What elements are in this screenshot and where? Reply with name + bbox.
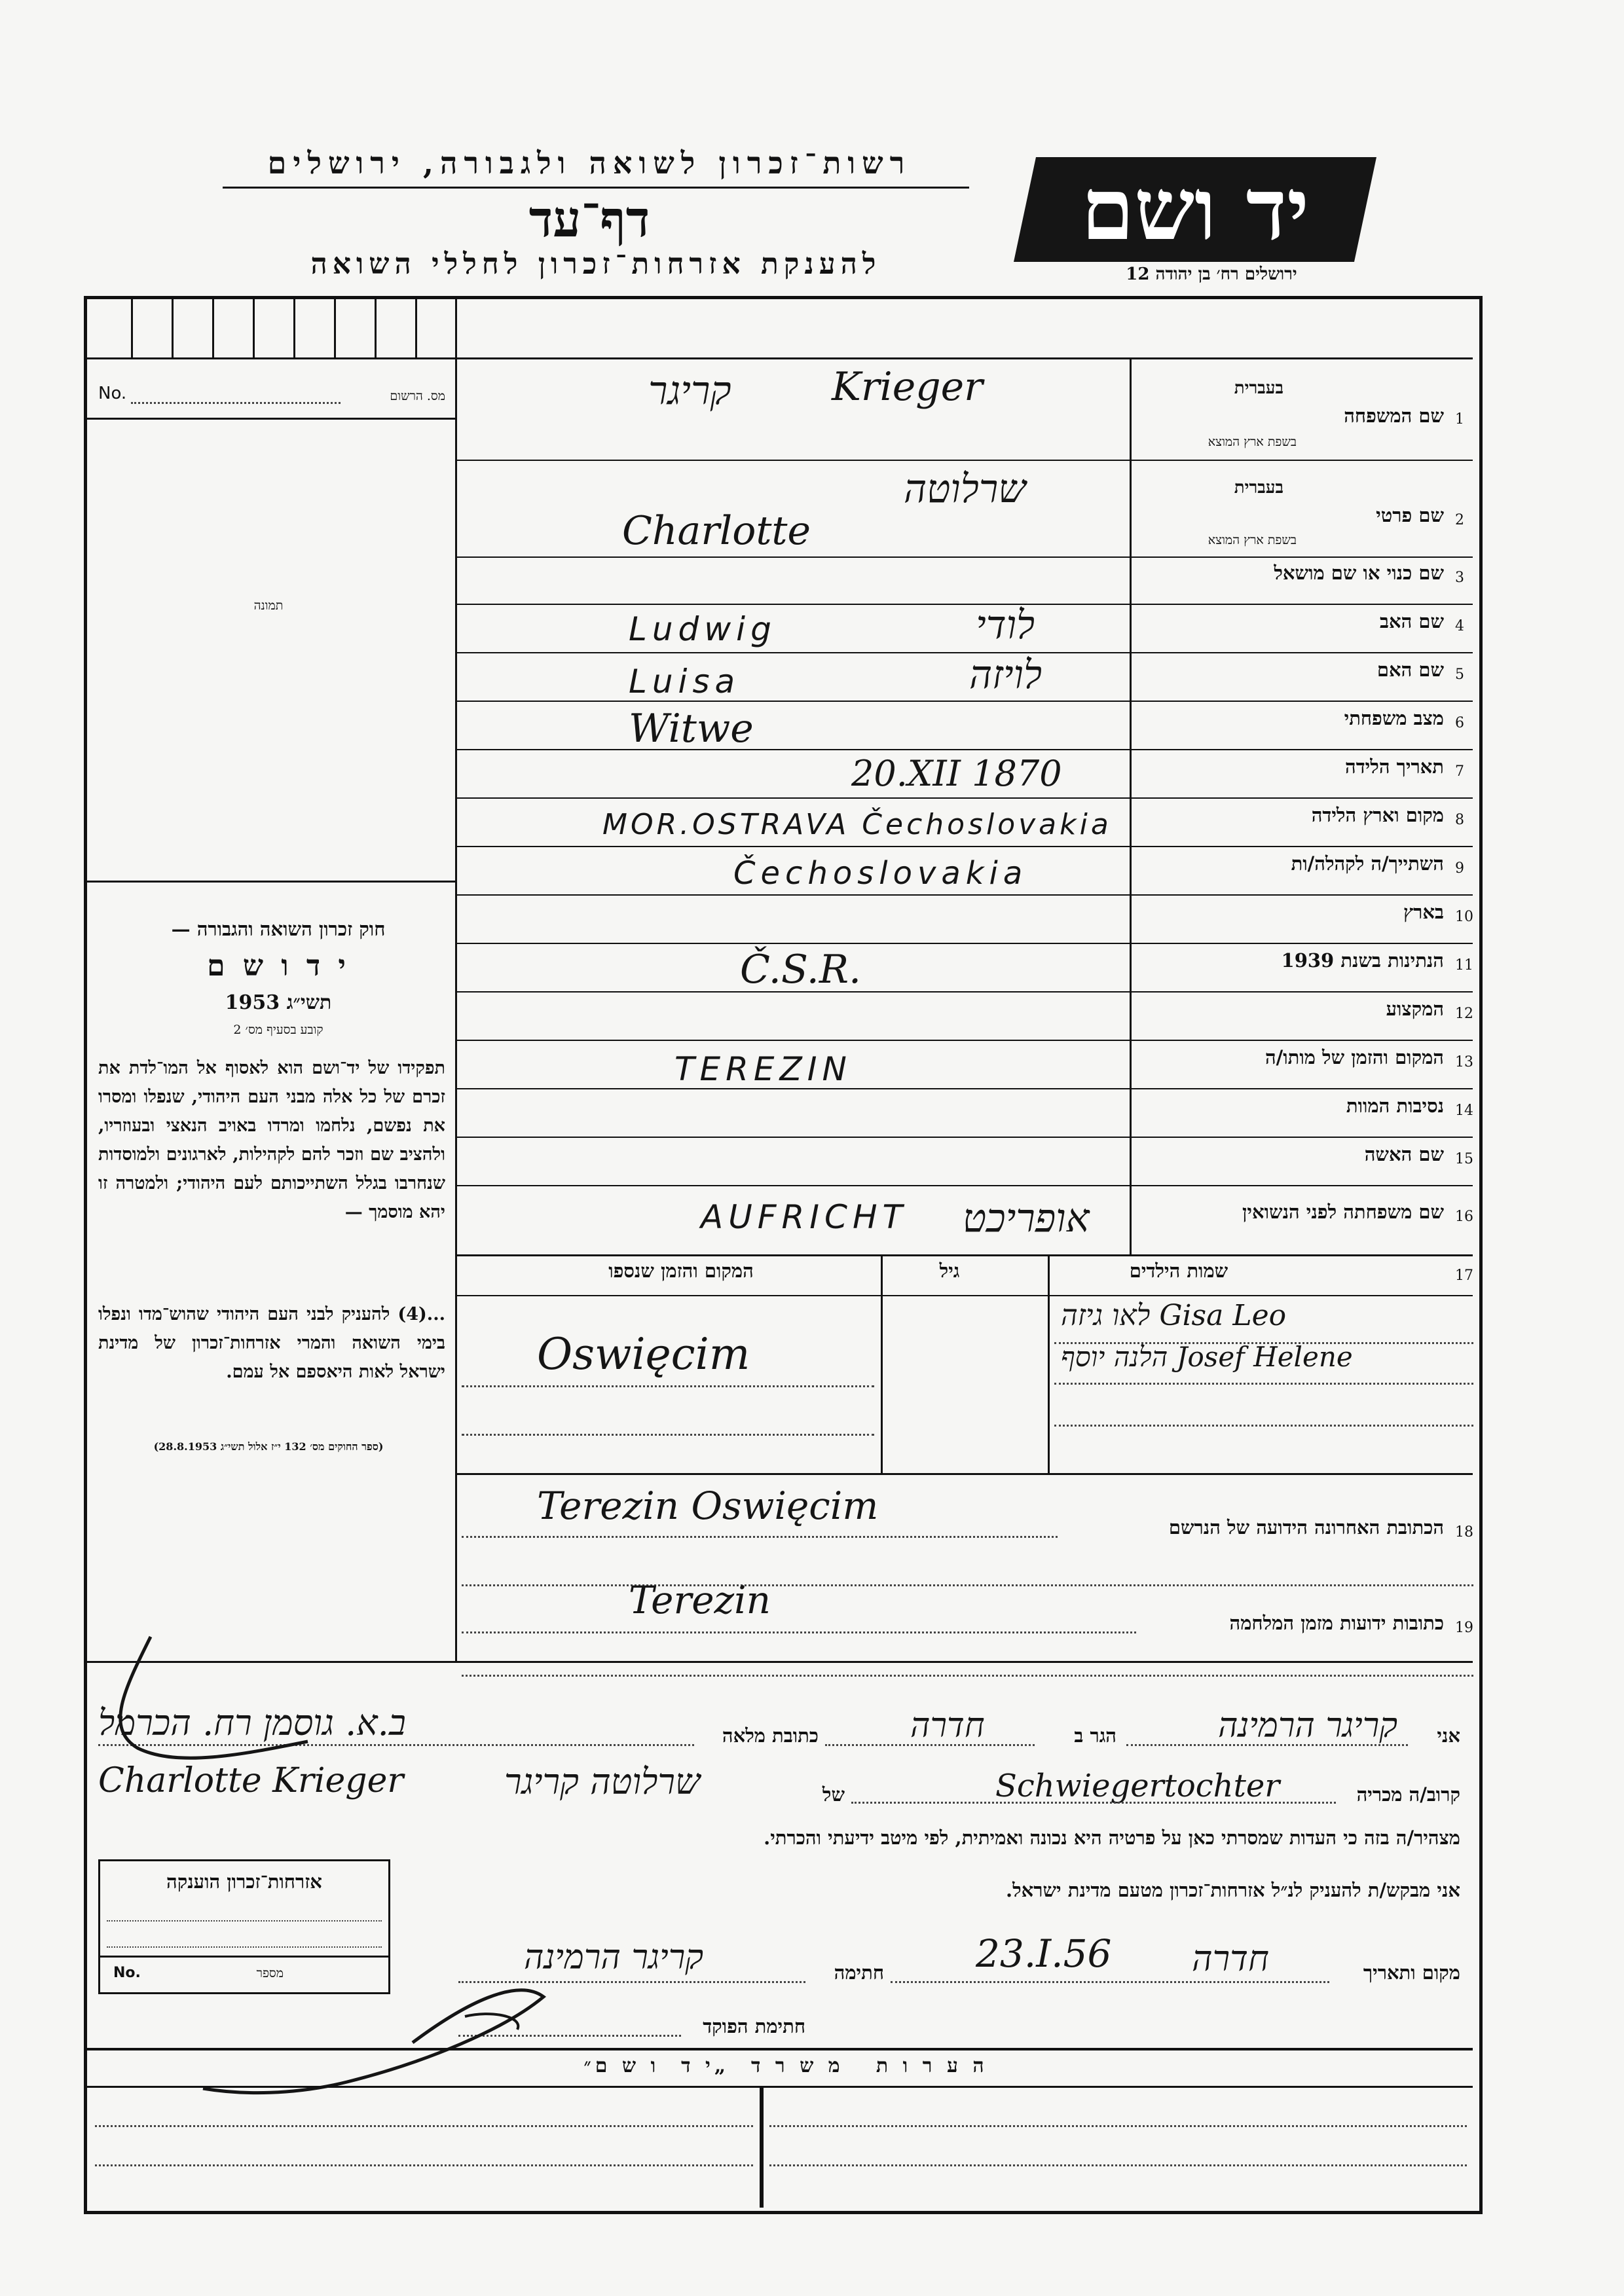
mother-name-local-value: Luisa — [629, 663, 741, 701]
field-18-label: הכתובת האחרונה הידועה של הנרשם — [1168, 1516, 1444, 1539]
law-citation: (ספר החוקים מס׳ 132 י״ז אלול תשי״ג 28.8.1953) — [153, 1440, 384, 1453]
field-19-number: 19 — [1455, 1620, 1473, 1636]
field-5-label: שם האם — [1376, 659, 1444, 681]
first-name-local-value: Charlotte — [622, 508, 811, 554]
field-14-number: 14 — [1455, 1102, 1473, 1119]
field-11-number: 11 — [1455, 957, 1473, 974]
authority-heading: רשות־זכרון לשואה ולגבורה, ירושלים — [267, 145, 912, 181]
maiden-name-local-value: AUFRICHT — [701, 1198, 908, 1236]
lives-in-dots — [825, 1744, 1035, 1746]
address-line: ירושלים רח׳ בן יהודה 12 — [1126, 264, 1297, 284]
family-status-value: Witwe — [629, 706, 754, 752]
children-row-1: לאו גיזה Gisa Leo — [1061, 1299, 1287, 1332]
form-subtitle: להענקת אזרחות־זכרון לחללי השואה — [310, 247, 881, 281]
field-4-label: שם האב — [1379, 610, 1444, 632]
field-16-number: 16 — [1455, 1209, 1473, 1225]
children-bottom-line — [455, 1473, 1473, 1475]
wartime-address-value: Terezin — [629, 1578, 771, 1622]
death-place-value: TEREZIN — [674, 1050, 852, 1088]
father-name-hebrew-value: לודי — [976, 602, 1035, 648]
statement-line-2: אני מבקש/ת להעניק לנ״ל אזרחות־זכרון מטעם מדינת ישראל. — [1006, 1879, 1460, 1901]
office-notes-title: ה ע ר ו ת מ ש ר ד „י ד ו ש ם״ — [583, 2054, 988, 2077]
children-col-divider-1 — [881, 1254, 883, 1474]
office-notes-dots-left-2 — [95, 2164, 753, 2166]
field-12-number: 12 — [1455, 1006, 1473, 1022]
place-date-dots — [891, 1981, 1329, 1983]
citizenship-box-number-label: מספר — [256, 1966, 284, 1980]
registry-reg-label: מס. הרשום — [390, 389, 445, 403]
citizenship-box-title: אזרחות־זכרון הוענקה — [166, 1870, 322, 1893]
children-place-dots-2 — [462, 1434, 874, 1436]
photo-bottom-line — [87, 881, 455, 883]
field-14-label: נסיבות המוות — [1346, 1095, 1444, 1117]
citizenship-box-dots-1 — [107, 1920, 382, 1922]
field-16-label: שם משפחתה לפני הנשואין — [1242, 1201, 1444, 1223]
law-title: חוק זכרון השואה והגבורה — — [171, 918, 386, 940]
office-notes-divider — [760, 2086, 764, 2208]
place-value: חדרה — [1192, 1938, 1269, 1979]
field-9-number: 9 — [1455, 860, 1464, 877]
first-name-hebrew-value: שרלוטה — [904, 466, 1026, 512]
field-18-dots — [462, 1536, 1058, 1538]
field-3-number: 3 — [1455, 570, 1464, 586]
label-column-divider — [1130, 357, 1132, 1254]
community-value: Čechoslovakia — [733, 855, 1028, 892]
field-1-number: 1 — [1455, 411, 1464, 428]
office-notes-dots-right-1 — [769, 2125, 1467, 2127]
lives-in-label: הגר ב — [1074, 1724, 1116, 1747]
signature-label: חתימה — [834, 1961, 884, 1984]
field-9-label: השתייך/ה לקהלה/ות — [1291, 852, 1444, 875]
field-15-label: שם האשה — [1364, 1143, 1444, 1165]
field-2-sub-local: בשפת ארץ המוצא — [1208, 533, 1297, 547]
field-2-sub-hebrew: בעברית — [1234, 478, 1283, 498]
of-value-hebrew: שרלוטה קריגר — [504, 1761, 701, 1802]
law-clause: קובע בסעיף מס׳ 2 — [233, 1023, 323, 1037]
children-age-header: גיל — [939, 1260, 960, 1282]
field-2-number: 2 — [1455, 512, 1464, 528]
children-dots-2 — [1054, 1383, 1473, 1385]
field-17-number: 17 — [1455, 1267, 1473, 1284]
full-address-label: כתובת מלאה — [722, 1724, 819, 1747]
field-1-sub-hebrew: בעברית — [1234, 378, 1283, 398]
field-12-label: המקצוע — [1386, 998, 1444, 1020]
field-10-label: בארץ — [1403, 901, 1444, 923]
relation-dots — [851, 1802, 1336, 1804]
mother-name-hebrew-value: לויזה — [969, 652, 1043, 698]
relation-value: Schwiegertochter — [995, 1768, 1280, 1804]
field-11-label: הנתינות בשנת 1939 — [1281, 949, 1444, 972]
form-title: דף־עד — [528, 190, 650, 248]
law-paragraph-1: תפקידו של יד־ושם הוא לאסוף אל המו־לדת את זכרם של כל אלה מבני העם היהודי, שנפלו ומסרו את נפשם, נלחמו ומרדו באויב הנאצי ובעוזריו, ולהציב שם וזכר להם לקהילות, לארגונים ולמוסדות שנחרבו בגלל השתייכותם לעם היהודי; ולמטרה זו יהא מוסמך — — [98, 1058, 445, 1222]
father-name-local-value: Ludwig — [629, 610, 777, 648]
birth-date-value: 20.XII 1870 — [851, 753, 1062, 794]
of-value-local: Charlotte Krieger — [98, 1761, 404, 1800]
declaration-prefix: אני — [1437, 1724, 1460, 1747]
photo-label: תמונה — [253, 598, 284, 613]
field-5-number: 5 — [1455, 666, 1464, 683]
of-label: של — [822, 1783, 845, 1806]
field-1-label: שם המשפחה — [1344, 405, 1444, 427]
field-8-label: מקום וארץ הלידה — [1311, 804, 1444, 826]
surname-local-value: Krieger — [832, 364, 983, 410]
office-notes-header-line — [87, 2086, 1473, 2088]
surname-hebrew-value: קריגר — [648, 368, 731, 414]
field-19-dots-2 — [462, 1675, 1473, 1677]
field-18-dots-2 — [462, 1584, 1473, 1586]
children-place-dots-1 — [462, 1385, 874, 1387]
registry-line — [87, 418, 455, 420]
field-4-number: 4 — [1455, 618, 1464, 634]
citizenship-1939-value: Č.S.R. — [740, 947, 862, 993]
children-header-line — [455, 1295, 1473, 1296]
children-death-place: Oswięcim — [537, 1329, 750, 1379]
citizenship-granted-box — [98, 1859, 390, 1994]
field-2-label: שם פרטי — [1376, 504, 1444, 526]
field-3-label: שם כנוי או שם מושאל — [1274, 562, 1444, 584]
full-address-value: ב.א. גוסמן רח. הכרמל — [98, 1702, 406, 1743]
office-notes-dots-left-1 — [95, 2125, 753, 2127]
office-notes-dots-right-2 — [769, 2164, 1467, 2166]
field-13-number: 13 — [1455, 1054, 1473, 1070]
field-1-sub-local: בשפת ארץ המוצא — [1208, 435, 1297, 449]
children-col-divider-2 — [1048, 1254, 1050, 1474]
field-19-label: כתובות ידועות מזמן המלחמה — [1229, 1612, 1444, 1634]
office-notes-top-line — [87, 2048, 1473, 2050]
field-13-label: המקום והזמן של מותו/ה — [1264, 1046, 1444, 1068]
law-name: י ד ו ש ם — [207, 949, 350, 983]
children-dots-3 — [1054, 1425, 1473, 1427]
citizenship-box-no: No. — [113, 1965, 141, 1981]
place-date-label: מקום ותאריך — [1363, 1961, 1460, 1984]
field-8-number: 8 — [1455, 812, 1464, 828]
relation-label: קרוב/ה מכריה — [1356, 1783, 1460, 1806]
lives-in-value: חדרה — [910, 1706, 985, 1745]
field-10-number: 10 — [1455, 909, 1473, 925]
birth-place-value: MOR.OSTRAVA Čechoslovakia — [602, 808, 1112, 841]
field-19-dots — [462, 1631, 1136, 1633]
maiden-name-hebrew-value: אופריכט — [963, 1195, 1090, 1241]
authority-underline — [223, 187, 969, 189]
field-7-label: תאריך הלידה — [1345, 756, 1444, 778]
logo-text: יד ושם — [1080, 159, 1310, 259]
field-6-number: 6 — [1455, 715, 1464, 731]
left-column-divider — [455, 299, 457, 1661]
law-paragraph-2: ...(4) להעניק לבני העם היהודי שהוש־מדו ונפלו בימי השואה והמרי אזרחות־זכרון של מדינת ישראל לאות היאספם אל עמם. — [98, 1304, 445, 1382]
field-7-number: 7 — [1455, 763, 1464, 780]
field-18-number: 18 — [1455, 1524, 1473, 1540]
children-row-2: הלנה יוסף Josef Helene — [1061, 1341, 1353, 1373]
date-value: 23.I.56 — [976, 1931, 1112, 1976]
children-names-header: שמות הילדים — [1129, 1260, 1228, 1282]
yad-vashem-logo — [1014, 157, 1376, 262]
law-year: תשי״ג 1953 — [225, 991, 332, 1014]
registry-no-dots — [131, 402, 341, 404]
signature-value: קריגר הרמינה — [524, 1938, 704, 1977]
declarant-name: קריגר הרמינה — [1218, 1706, 1398, 1745]
field-15-number: 15 — [1455, 1151, 1473, 1167]
declarant-name-dots — [1126, 1744, 1408, 1746]
children-place-header: המקום והזמן שנספו — [608, 1260, 754, 1282]
last-address-value: Terezin Oswięcim — [537, 1484, 879, 1528]
field-6-label: מצב משפחתי — [1344, 707, 1444, 729]
citizenship-box-dots-2 — [107, 1946, 382, 1948]
statement-line-1: מצהיר/ה בזה כי העדות שמסרתי כאן על פרטיה היא נכונה ואמיתית, לפי מיטב ידיעתי והכרתי. — [764, 1827, 1460, 1849]
officer-signature-label: חתימת הפוקד — [703, 2015, 805, 2037]
registry-no-label: No. — [98, 384, 127, 403]
